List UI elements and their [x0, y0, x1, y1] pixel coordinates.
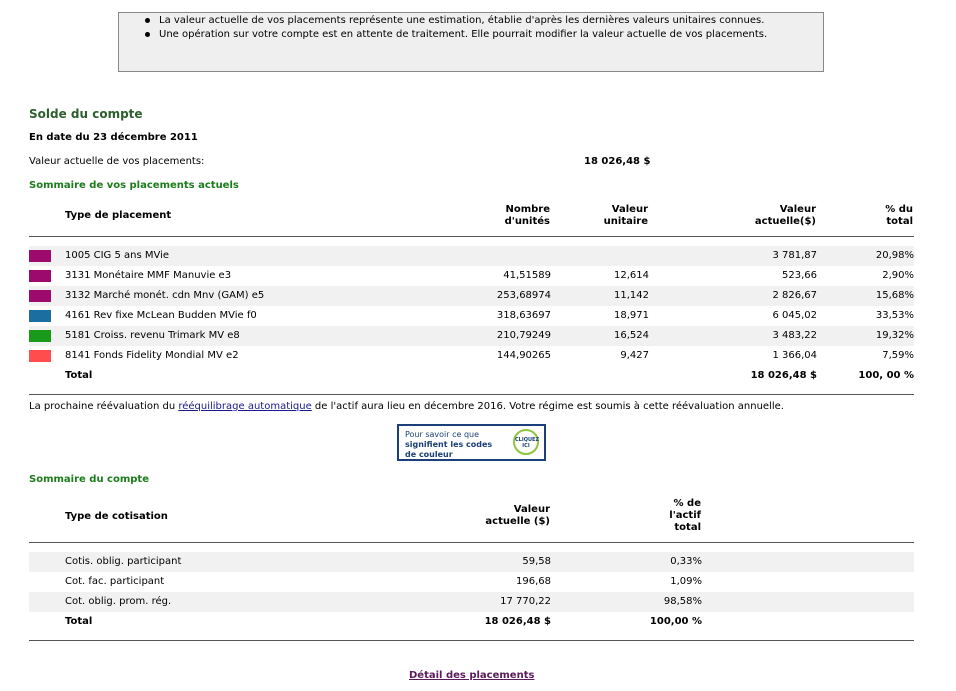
balance-date: En date du 23 décembre 2011 — [29, 132, 198, 143]
header-divider — [29, 236, 914, 237]
table-row: Cotis. oblig. participant 59,58 0,33% — [29, 552, 914, 572]
rebalance-link[interactable]: rééquilibrage automatique — [178, 401, 312, 412]
color-swatch — [29, 310, 51, 322]
bullet-icon — [145, 18, 150, 23]
col-header-account-pct: % de l'actif total — [669, 498, 701, 533]
color-swatch — [29, 330, 51, 342]
color-swatch — [29, 250, 51, 262]
notice-box — [118, 12, 824, 72]
col-header-account-value: Valeur actuelle ($) — [485, 504, 550, 527]
table-row: 1005 CIG 5 ans MVie 3 781,87 20,98% — [29, 246, 914, 266]
col-header-contribution: Type de cotisation — [65, 511, 168, 522]
table-row: 5181 Croiss. revenu Trimark MV e8 210,79249 16,524 3 483,22 19,32% — [29, 326, 914, 346]
total-divider — [29, 394, 914, 395]
current-value: 18 026,48 $ — [584, 156, 651, 167]
account-title: Sommaire du compte — [29, 474, 149, 485]
col-header-pct: % du total — [885, 204, 913, 227]
table-row: 3131 Monétaire MMF Manuvie e3 41,51589 12,614 523,66 2,90% — [29, 266, 914, 286]
balance-title: Solde du compte — [29, 107, 143, 121]
table-row: 4161 Rev fixe McLean Budden MVie f0 318,63697 18,971 6 045,02 33,53% — [29, 306, 914, 326]
color-swatch — [29, 350, 51, 362]
account-total-divider — [29, 640, 914, 641]
col-header-unit-value: Valeur unitaire — [603, 204, 648, 227]
account-total-row: Total 18 026,48 $ 100,00 % — [65, 616, 702, 627]
notice-item: La valeur actuelle de vos placements représente une estimation, établie d'après les dernières valeurs unitaires connues. — [159, 15, 823, 27]
color-swatch — [29, 290, 51, 302]
rebalance-note: La prochaine réévaluation du rééquilibrage automatique de l'actif aura lieu en décembre 2016. Votre régime est soumis à cette réévaluation annuelle. — [29, 401, 784, 412]
table-row: 8141 Fonds Fidelity Mondial MV e2 144,90265 9,427 1 366,04 7,59% — [29, 346, 914, 366]
investments-title: Sommaire de vos placements actuels — [29, 180, 239, 191]
current-value-label: Valeur actuelle de vos placements: — [29, 156, 205, 167]
color-swatch — [29, 270, 51, 282]
account-header-divider — [29, 542, 914, 543]
col-header-type: Type de placement — [65, 210, 172, 221]
col-header-units: Nombre d'unités — [504, 204, 550, 227]
bullet-icon — [145, 32, 150, 37]
table-row: 3132 Marché monét. cdn Mnv (GAM) e5 253,68974 11,142 2 826,67 15,68% — [29, 286, 914, 306]
col-header-current-value: Valeur actuelle($) — [754, 204, 816, 227]
table-row: Cot. fac. participant 196,68 1,09% — [65, 576, 702, 587]
detail-investments-link[interactable]: Détail des placements — [409, 670, 535, 681]
notice-item: Une opération sur votre compte est en attente de traitement. Elle pourrait modifier la valeur actuelle de vos placements. — [159, 29, 823, 41]
click-here-badge-icon: CLIQUEZ ICI — [513, 429, 539, 455]
investments-total-row: Total 18 026,48 $ 100, 00 % — [65, 370, 914, 381]
color-codes-button[interactable]: Pour savoir ce que signifient les codes de couleur CLIQUEZ ICI — [397, 424, 546, 461]
table-row: Cot. oblig. prom. rég. 17 770,22 98,58% — [29, 592, 914, 612]
